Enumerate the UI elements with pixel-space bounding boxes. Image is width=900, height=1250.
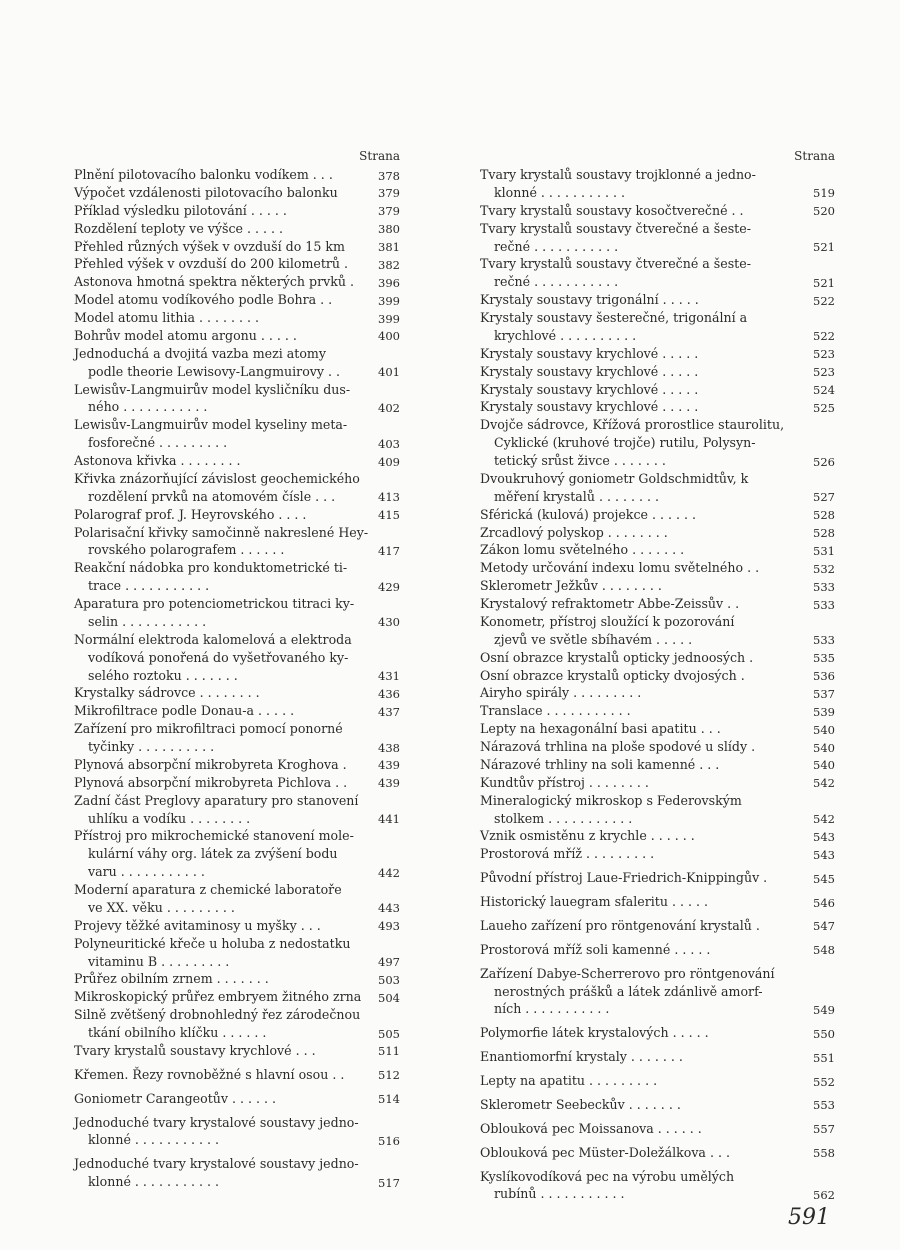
index-entry — [480, 416, 835, 470]
index-entry-page: 400 — [378, 329, 400, 344]
index-entry-line: Lewisův-Langmuirův model kysličníku dus- — [74, 381, 351, 397]
index-entry — [480, 1072, 835, 1090]
index-entry-line: Model atomu vodíkového podle Bohra . . — [74, 292, 333, 308]
index-entry-line: nerostných prášků a látek zdánlivě amorf- — [494, 983, 763, 999]
index-entry-line: Moderní aparatura z chemické laboratoře — [74, 882, 342, 897]
index-entry-page: 380 — [378, 222, 400, 237]
column-header-strana: Strana — [794, 149, 835, 163]
index-entry-line: Výpočet vzdálenosti pilotovacího balonku — [74, 184, 338, 200]
index-entry-line: Krystaly soustavy šesterečné, trigonální a — [480, 310, 748, 325]
index-entry-page: 503 — [378, 972, 400, 987]
index-entry-page: 533 — [813, 597, 835, 612]
index-entry-page: 539 — [813, 704, 835, 719]
index-entry — [480, 1120, 835, 1138]
index-entry-line: Polarisační křivky samočinně nakreslené Hey- — [74, 524, 369, 540]
index-entry-line: Křivka znázorňující závislost geochemického — [74, 470, 360, 486]
index-entry — [480, 917, 835, 935]
index-entry-line: tkání obilního klíčku . . . . . . — [88, 1025, 267, 1040]
index-entry — [480, 756, 835, 774]
index-entry-line: Zařízení Dabye-Scherrerovo pro röntgenování — [480, 965, 775, 981]
index-entry-page: 511 — [378, 1044, 400, 1059]
index-entry-page: 542 — [813, 812, 835, 827]
index-entry-line: Plynová absorpční mikrobyreta Pichlova . . — [74, 774, 348, 790]
index-entry — [480, 559, 835, 577]
index-entry-line: Osní obrazce krystalů opticky dvojosých . — [480, 667, 745, 683]
index-entry — [74, 309, 400, 327]
index-entry-line: Nárazové trhliny na soli kamenné . . . — [480, 756, 720, 772]
index-entry-line: rečné . . . . . . . . . . . — [494, 274, 619, 290]
index-entry — [480, 965, 835, 1019]
index-entry-page: 516 — [378, 1133, 400, 1148]
index-entry-line: klonné . . . . . . . . . . . — [494, 184, 625, 200]
index-entry — [74, 452, 400, 470]
index-entry-page: 497 — [378, 955, 400, 970]
index-entry-line: Bohrův model atomu argonu . . . . . — [74, 327, 297, 343]
index-entry-page: 409 — [378, 454, 400, 469]
index-entry-page: 399 — [378, 293, 400, 308]
index-entry — [480, 255, 835, 291]
index-entry-line: Dvoukruhový goniometr Goldschmidtův, k — [480, 470, 749, 486]
index-entry — [74, 720, 400, 756]
index-entry — [74, 935, 400, 971]
index-entry-line: stolkem . . . . . . . . . . . — [494, 810, 633, 826]
index-entry — [74, 1114, 400, 1150]
index-entry — [480, 649, 835, 667]
index-entry-page: 517 — [378, 1175, 400, 1190]
index-entry — [480, 577, 835, 595]
index-entry-page: 528 — [813, 526, 835, 541]
index-entry-line: Plynová absorpční mikrobyreta Kroghova . — [74, 756, 347, 772]
index-entry-page: 523 — [813, 365, 835, 380]
index-entry-line: fosforečné . . . . . . . . . — [88, 435, 228, 451]
index-entry-line: Krystaly soustavy krychlové . . . . . — [480, 381, 699, 397]
index-entry-page: 540 — [813, 758, 835, 773]
index-entry-page: 550 — [813, 1026, 835, 1041]
index-entry — [480, 774, 835, 792]
page-number: 591 — [788, 1205, 830, 1230]
index-entry — [74, 1155, 400, 1191]
index-entry-page: 536 — [813, 669, 835, 684]
index-entry — [74, 702, 400, 720]
index-entry-page: 545 — [813, 871, 835, 886]
index-entry — [74, 291, 400, 309]
index-entry-line: Tvary krystalů soustavy kosočtverečné . . — [480, 202, 744, 218]
index-entry-page: 543 — [813, 829, 835, 844]
index-entry — [480, 291, 835, 309]
index-entry-line: Oblouková pec Moissanova . . . . . . — [480, 1120, 702, 1136]
index-entry-line: ních . . . . . . . . . . . — [494, 1001, 610, 1017]
index-entry — [74, 774, 400, 792]
index-entry-page: 417 — [378, 543, 400, 558]
index-entry-page: 429 — [378, 579, 400, 594]
index-entry-line: Krystalový refraktometr Abbe-Zeissův . . — [480, 596, 740, 611]
index-entry-page: 381 — [378, 240, 400, 255]
index-entry-line: Lepty na apatitu . . . . . . . . . — [480, 1073, 658, 1088]
index-entry-page: 551 — [813, 1050, 835, 1065]
index-entry — [74, 792, 400, 828]
index-entry — [480, 869, 835, 887]
index-entry-page: 522 — [813, 293, 835, 308]
index-entry-page: 543 — [813, 847, 835, 862]
index-entry — [74, 416, 400, 452]
index-entry — [480, 827, 835, 845]
index-entry-page: 396 — [378, 275, 400, 290]
index-entry-line: Goniometr Carangeotův . . . . . . — [74, 1090, 277, 1106]
index-entry-line: Zařízení pro mikrofiltraci pomocí ponorné — [74, 721, 343, 737]
index-entry — [74, 202, 400, 220]
index-entry-page: 548 — [813, 943, 835, 958]
index-entry-line: Kundtův přístroj . . . . . . . . — [480, 774, 649, 790]
index-entry-line: Sklerometr Seebeckův . . . . . . . — [480, 1096, 681, 1112]
index-entry — [480, 941, 835, 959]
index-entry-line: Sklerometr Ježkův . . . . . . . . — [480, 578, 662, 594]
index-entry — [74, 881, 400, 917]
index-entry-line: rečné . . . . . . . . . . . — [494, 238, 619, 254]
index-entry — [74, 381, 400, 417]
index-entry-line: Tvary krystalů soustavy čtverečné a šeste- — [480, 256, 751, 272]
index-entry — [480, 470, 835, 506]
index-entry-page: 438 — [378, 740, 400, 755]
index-entry-line: Krystaly soustavy trigonální . . . . . — [480, 292, 699, 308]
index-entry-line: Reakční nádobka pro konduktometrické ti- — [74, 560, 348, 576]
index-entry-page: 439 — [378, 758, 400, 773]
index-entry-page: 528 — [813, 508, 835, 523]
index-entry-page: 504 — [378, 990, 400, 1005]
index-entry-page: 532 — [813, 561, 835, 576]
index-entry-page: 523 — [813, 347, 835, 362]
index-entry-page: 441 — [378, 812, 400, 827]
index-entry-page: 413 — [378, 490, 400, 505]
index-entry — [74, 1066, 400, 1084]
index-entry-line: podle theorie Lewisovy-Langmuirovy . . — [88, 363, 341, 379]
index-entry — [480, 381, 835, 399]
index-entry-line: Osní obrazce krystalů opticky jednoosých . — [480, 649, 754, 665]
index-entry — [74, 917, 400, 935]
index-entry-line: Translace . . . . . . . . . . . — [480, 703, 631, 719]
index-entry-page: 525 — [813, 400, 835, 415]
index-entry-line: trace . . . . . . . . . . . — [88, 578, 210, 594]
index-entry-line: Jednoduchá a dvojitá vazba mezi atomy — [74, 345, 326, 361]
index-entry-line: Jednoduché tvary krystalové soustavy jedno- — [74, 1156, 359, 1172]
entry-list-right — [480, 166, 835, 1203]
index-entry-page: 521 — [813, 240, 835, 255]
index-entry — [480, 220, 835, 256]
index-entry — [74, 238, 400, 256]
index-entry-page: 533 — [813, 579, 835, 594]
index-entry-page: 442 — [378, 865, 400, 880]
index-entry-line: Krystaly soustavy krychlové . . . . . — [480, 399, 699, 415]
index-entry-line: Polymorfie látek krystalových . . . . . — [480, 1025, 709, 1041]
index-entry-page: 379 — [378, 186, 400, 201]
index-entry-line: kulární váhy org. látek za zvýšení bodu — [88, 846, 338, 862]
index-entry-line: Dvojče sádrovce, Křížová prorostlice staurolitu, — [480, 417, 785, 433]
index-entry-line: Krystaly soustavy krychlové . . . . . — [480, 345, 699, 361]
index-entry-page: 402 — [378, 400, 400, 415]
index-entry — [74, 345, 400, 381]
index-entry-line: ného . . . . . . . . . . . — [88, 399, 208, 415]
index-entry-line: Přehled různých výšek v ovzduší do 15 km — [74, 238, 345, 254]
index-entry-line: Konometr, přístroj sloužící k pozorování — [480, 613, 735, 629]
index-entry-page: 430 — [378, 615, 400, 630]
index-entry-line: měření krystalů . . . . . . . . — [494, 488, 659, 504]
index-entry-line: ve XX. věku . . . . . . . . . — [88, 899, 235, 915]
index-entry-line: rozdělení prvků na atomovém čísle . . . — [88, 488, 336, 504]
index-entry — [74, 327, 400, 345]
index-entry — [480, 1144, 835, 1162]
index-entry-line: Astonova křivka . . . . . . . . — [74, 453, 241, 468]
index-entry — [480, 202, 835, 220]
index-entry-line: Metody určování indexu lomu světelného . . — [480, 560, 760, 576]
index-entry-page: 437 — [378, 704, 400, 719]
index-entry-page: 514 — [378, 1092, 400, 1107]
index-entry-line: Tvary krystalů soustavy čtverečné a šeste- — [480, 220, 751, 236]
index-entry-line: Kyslíkovodíková pec na výrobu umělých — [480, 1168, 735, 1184]
index-entry-line: Mikroskopický průřez embryem žitného zrna — [74, 989, 362, 1005]
index-entry-line: klonné . . . . . . . . . . . — [88, 1174, 219, 1190]
index-entry — [74, 1042, 400, 1060]
index-entry-line: vodíková ponořená do vyšetřovaného ky- — [88, 649, 349, 665]
index-entry-line: Sférická (kulová) projekce . . . . . . — [480, 506, 696, 522]
index-entry — [480, 595, 835, 613]
index-entry-line: Vznik osmistěnu z krychle . . . . . . — [480, 828, 695, 844]
left-index-column — [74, 148, 400, 1191]
index-entry-page: 540 — [813, 740, 835, 755]
index-entry-line: Křemen. Řezy rovnoběžné s hlavní osou . . — [74, 1066, 345, 1082]
index-entry — [74, 506, 400, 524]
index-entry-page: 401 — [378, 365, 400, 380]
index-entry-page: 493 — [378, 919, 400, 934]
index-entry — [480, 702, 835, 720]
index-entry-line: Lewisův-Langmuirův model kyseliny meta- — [74, 417, 348, 433]
index-entry-line: Plnění pilotovacího balonku vodíkem . . . — [74, 167, 333, 182]
index-entry — [74, 631, 400, 685]
index-entry — [480, 792, 835, 828]
index-entry-page: 537 — [813, 686, 835, 701]
index-entry-line: Krystalky sádrovce . . . . . . . . — [74, 685, 260, 701]
index-entry-page: 522 — [813, 329, 835, 344]
index-entry-page: 505 — [378, 1026, 400, 1041]
index-entry — [74, 827, 400, 881]
index-entry-line: uhlíku a vodíku . . . . . . . . — [88, 810, 251, 826]
index-entry-line: Silně zvětšený drobnohledný řez zárodečnou — [74, 1007, 361, 1023]
index-entry-line: Prostorová mříž . . . . . . . . . — [480, 846, 655, 862]
index-entry-line: Airyho spirály . . . . . . . . . — [480, 685, 642, 701]
index-entry-line: Tvary krystalů soustavy krychlové . . . — [74, 1042, 316, 1058]
index-entry-page: 520 — [813, 204, 835, 219]
index-entry-page: 526 — [813, 454, 835, 469]
index-entry-line: Historický lauegram sfaleritu . . . . . — [480, 894, 708, 909]
index-entry-line: Mikrofiltrace podle Donau-a . . . . . — [74, 703, 295, 719]
index-entry-page: 531 — [813, 543, 835, 558]
index-entry-line: Enantiomorfní krystaly . . . . . . . — [480, 1049, 683, 1065]
index-entry — [480, 506, 835, 524]
column-header-strana: Strana — [359, 149, 400, 163]
entry-list-left — [74, 166, 400, 1191]
index-entry — [74, 684, 400, 702]
index-entry-page: 549 — [813, 1002, 835, 1017]
right-index-column — [480, 148, 835, 1203]
index-entry-line: vitaminu B . . . . . . . . . — [88, 953, 230, 969]
index-entry — [480, 1024, 835, 1042]
index-entry-line: Cyklické (kruhové trojče) rutilu, Polysyn- — [494, 435, 756, 451]
index-entry — [480, 398, 835, 416]
index-entry-line: Polarograf prof. J. Heyrovského . . . . — [74, 506, 307, 522]
index-entry — [74, 184, 400, 202]
index-entry — [480, 309, 835, 345]
index-entry-page: 519 — [813, 186, 835, 201]
index-entry-page: 546 — [813, 895, 835, 910]
index-entry-page: 439 — [378, 776, 400, 791]
index-entry-page: 557 — [813, 1122, 835, 1137]
index-entry-line: Zadní část Preglovy aparatury pro stanovení — [74, 792, 359, 808]
index-entry — [480, 845, 835, 863]
index-entry-line: rubínů . . . . . . . . . . . — [494, 1186, 625, 1202]
index-entry — [74, 166, 400, 184]
index-entry-page: 533 — [813, 633, 835, 648]
index-entry-line: Tvary krystalů soustavy trojklonné a jedno- — [480, 167, 756, 182]
index-entry — [480, 738, 835, 756]
index-entry-line: Polyneuritické křeče u holuba z nedostatku — [74, 935, 351, 951]
index-entry-line: Mineralogický mikroskop s Federovským — [480, 792, 742, 808]
index-entry — [480, 667, 835, 685]
index-entry — [74, 273, 400, 291]
index-entry-line: Nárazová trhlina na ploše spodové u slídy . — [480, 739, 756, 754]
index-entry — [74, 255, 400, 273]
index-entry-line: Příklad výsledku pilotování . . . . . — [74, 202, 287, 218]
index-entry — [480, 1048, 835, 1066]
index-entry-page: 562 — [813, 1187, 835, 1202]
index-entry — [74, 970, 400, 988]
index-entry-page: 547 — [813, 919, 835, 934]
index-entry — [480, 524, 835, 542]
index-entry — [480, 613, 835, 649]
index-entry-line: Zrcadlový polyskop . . . . . . . . — [480, 524, 668, 540]
index-entry-page: 552 — [813, 1074, 835, 1089]
index-entry-page: 553 — [813, 1098, 835, 1113]
index-entry-page: 558 — [813, 1146, 835, 1161]
index-entry-page: 379 — [378, 204, 400, 219]
index-entry-line: tyčinky . . . . . . . . . . — [88, 739, 215, 754]
index-entry-line: rovského polarografem . . . . . . — [88, 542, 285, 558]
index-entry-page: 399 — [378, 311, 400, 326]
index-entry — [480, 363, 835, 381]
index-entry-page: 382 — [378, 257, 400, 272]
index-entry-line: Normální elektroda kalomelová a elektroda — [74, 631, 352, 647]
index-entry-page: 512 — [378, 1068, 400, 1083]
index-entry-line: Zákon lomu světelného . . . . . . . — [480, 542, 685, 558]
index-entry-page: 415 — [378, 508, 400, 523]
index-entry — [74, 220, 400, 238]
index-entry — [480, 345, 835, 363]
index-entry-line: Přehled výšek v ovzduší do 200 kilometrů . — [74, 256, 349, 272]
index-entry-line: Prostorová mříž soli kamenné . . . . . — [480, 941, 711, 957]
index-entry-line: selin . . . . . . . . . . . — [88, 613, 207, 629]
index-entry-page: 542 — [813, 776, 835, 791]
index-entry-line: selého roztoku . . . . . . . — [88, 667, 238, 683]
index-entry — [74, 524, 400, 560]
index-entry-line: zjevů ve světle sbíhavém . . . . . — [494, 631, 693, 647]
index-entry — [74, 595, 400, 631]
index-entry — [74, 1006, 400, 1042]
index-entry — [74, 470, 400, 506]
index-entry-line: varu . . . . . . . . . . . — [88, 864, 205, 880]
index-entry — [74, 1090, 400, 1108]
index-entry — [74, 756, 400, 774]
index-entry-line: Původní přístroj Laue-Friedrich-Knippingův . — [480, 870, 768, 886]
index-entry-line: Průřez obilním zrnem . . . . . . . — [74, 971, 269, 987]
index-entry-page: 403 — [378, 436, 400, 451]
index-entry-line: Rozdělení teploty ve výšce . . . . . — [74, 220, 284, 236]
index-entry — [480, 684, 835, 702]
index-entry — [74, 559, 400, 595]
index-entry-line: krychlové . . . . . . . . . . — [494, 327, 637, 343]
index-entry-line: klonné . . . . . . . . . . . — [88, 1132, 219, 1148]
index-entry-page: 521 — [813, 275, 835, 290]
index-entry-line: Projevy těžké avitaminosy u myšky . . . — [74, 917, 321, 933]
index-entry-line: Oblouková pec Müster-Doležálkova . . . — [480, 1144, 730, 1160]
index-entry-page: 436 — [378, 686, 400, 701]
index-entry-line: Aparatura pro potenciometrickou titraci ky- — [74, 596, 355, 611]
index-entry-page: 524 — [813, 383, 835, 398]
index-entry-line: Astonova hmotná spektra některých prvků . — [74, 274, 354, 290]
index-entry — [480, 1096, 835, 1114]
index-entry-page: 527 — [813, 490, 835, 505]
index-entry — [480, 541, 835, 559]
index-entry-line: Přístroj pro mikrochemické stanovení mole- — [74, 828, 354, 844]
index-entry-line: Model atomu lithia . . . . . . . . — [74, 310, 260, 325]
index-entry — [480, 166, 835, 202]
index-entry-page: 378 — [378, 168, 400, 183]
index-entry — [480, 720, 835, 738]
index-entry — [480, 1168, 835, 1204]
index-entry-page: 535 — [813, 651, 835, 666]
index-entry-line: tetický srůst živce . . . . . . . — [494, 453, 666, 468]
index-entry-page: 431 — [378, 669, 400, 684]
index-entry-line: Krystaly soustavy krychlové . . . . . — [480, 363, 699, 379]
index-entry-page: 540 — [813, 722, 835, 737]
index-entry-line: Jednoduché tvary krystalové soustavy jedno- — [74, 1114, 359, 1130]
index-entry-page: 443 — [378, 901, 400, 916]
index-entry — [480, 893, 835, 911]
index-entry-line: Lepty na hexagonální basi apatitu . . . — [480, 721, 721, 737]
index-entry-line: Laueho zařízení pro röntgenování krystalů . — [480, 917, 760, 933]
index-entry — [74, 988, 400, 1006]
